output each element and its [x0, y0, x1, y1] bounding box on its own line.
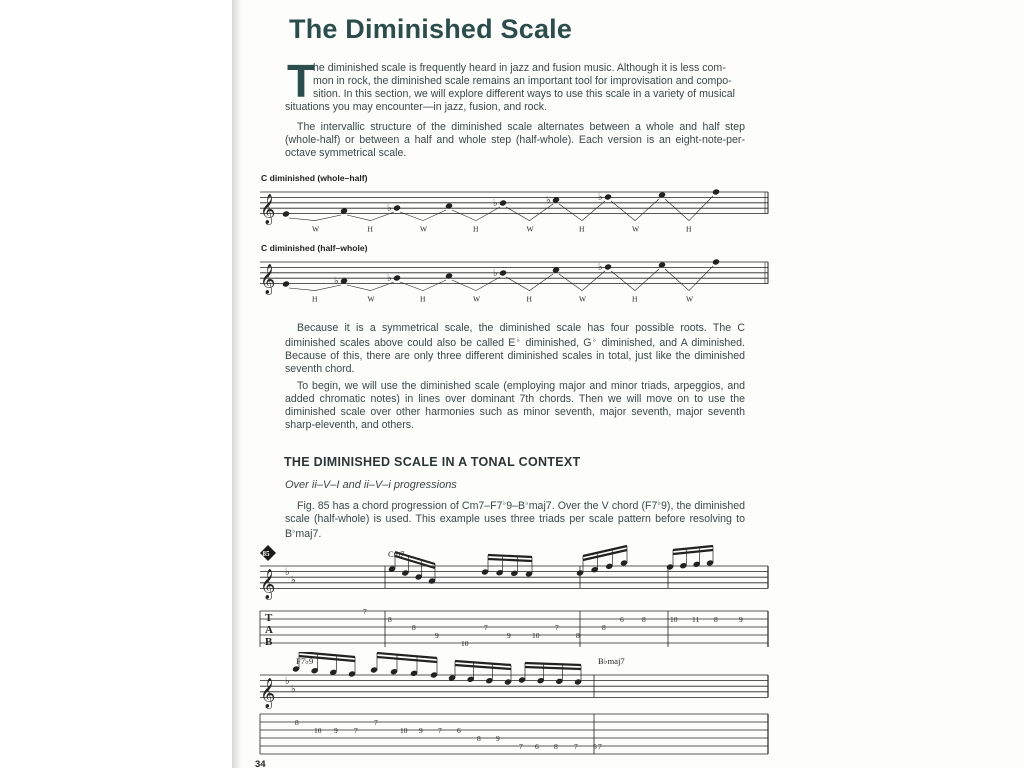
flat-symbol: ♭ [515, 336, 522, 344]
step-label: W [686, 294, 694, 304]
step-label: H [686, 224, 692, 234]
tab-fret-number: 10 [314, 726, 322, 735]
para3-c: diminished, and A diminished. Because of this, there are only three different diminished scales in total, just like the diminished seventh chord. [285, 336, 745, 375]
para5-a: Fig. 85 has a chord progression of Cm7–F7 [297, 500, 503, 512]
step-wedge [611, 269, 659, 291]
flat-icon: ♭ [493, 198, 498, 209]
page-number: 34 [255, 759, 266, 770]
flat-symbol: ♭ [657, 500, 662, 507]
tab-fret-number: 7 [598, 742, 602, 751]
step-label: W [526, 224, 534, 234]
tab-fret-number: 8 [477, 734, 481, 743]
step-label: H [579, 224, 585, 234]
intro-line-4: situations you may encounter—in jazz, fusion, and rock. [285, 101, 548, 113]
step-label: H [420, 294, 426, 304]
tab-fret-number: 8 [388, 615, 392, 624]
step-label: W [579, 294, 587, 304]
step-label: W [632, 224, 640, 234]
flat-icon: ♭ [546, 195, 551, 206]
paragraph-to-begin [285, 380, 745, 432]
figure-85-system-1 [252, 543, 776, 647]
para5-b: 9–B [506, 500, 526, 512]
tab-fret-number: 9 [419, 726, 423, 735]
flat-symbol: ♭ [525, 500, 529, 507]
tab-fret-number: 10 [461, 639, 469, 647]
tab-fret-number: 6 [457, 726, 461, 735]
step-wedge [559, 271, 605, 291]
tab-fret-number: 8 [576, 631, 580, 640]
tab-clef-letter: A [265, 624, 273, 636]
chord-symbol: B♭maj7 [598, 656, 625, 666]
step-label: H [473, 224, 479, 234]
tab-fret-number: 7 [438, 726, 442, 735]
page-title: The Diminished Scale [289, 14, 573, 44]
step-wedge [400, 280, 446, 291]
chord-symbol: Cm7 [388, 549, 405, 559]
tab-fret-number: 7 [519, 742, 523, 751]
flat-icon: ♭ [493, 268, 498, 279]
para5-c: maj7. Over the V chord (F7 [528, 500, 658, 512]
flat-icon: ♭ [598, 262, 603, 273]
step-label: H [367, 224, 373, 234]
flat-icon: ♭ [387, 203, 392, 214]
tab-fret-number: 9 [435, 631, 439, 640]
chord-symbol: F7♭9 [296, 656, 314, 666]
beam [525, 663, 581, 665]
step-wedge [289, 215, 341, 221]
beam [673, 550, 713, 554]
tab-fret-number: 10 [400, 726, 408, 735]
tab-fret-number: 9 [334, 726, 338, 735]
tab-clef-letter: T [265, 612, 273, 624]
tab-fret-number: 9 [496, 734, 500, 743]
para5-d: 9), the diminished scale (half-whole) is used. This example uses three triads per scale pattern before resolving to B [285, 500, 745, 540]
flat-icon: ♭ [387, 273, 392, 284]
figure-number: 85 [262, 550, 270, 558]
para3-a: Because it is a symmetrical scale, the diminished scale has four possible roots. The C diminished scales above could also be called E [285, 322, 745, 349]
tab-fret-number: 8 [642, 615, 646, 624]
treble-clef-icon: 𝄞 [260, 569, 276, 599]
flat-icon: ♭ [334, 276, 339, 287]
key-signature-flat-icon: ♭ [291, 575, 296, 586]
treble-clef-icon: 𝄞 [260, 194, 276, 224]
beam [525, 667, 581, 669]
treble-clef-icon: 𝄞 [260, 264, 276, 294]
note-head [499, 199, 507, 206]
flat-icon: ♭ [598, 192, 603, 203]
beam [488, 555, 532, 557]
flat-symbol: ♭ [502, 500, 507, 507]
tab-fret-number: 11 [692, 615, 700, 624]
tab-fret-number: 10 [670, 615, 678, 624]
beam [673, 546, 713, 550]
section-heading: THE DIMINISHED SCALE IN A TONAL CONTEXT [284, 455, 581, 469]
tab-fret-number: 8 [295, 718, 299, 727]
example1-label: C diminished (whole–half) [261, 173, 368, 183]
note-head [604, 193, 612, 200]
paragraph-to-begin-text: To begin, we will use the diminished scale (employing major and minor triads, arpeggios, and added chromatic notes) in lines over dominant 7th chords. Then we will move on to use the diminished scale over other harmonies such as minor seventh, major seventh, major seventh sharp-eleventh, and others. [285, 380, 745, 431]
para3-b: diminished, G [521, 336, 592, 349]
tab-fret-number: 8 [602, 623, 606, 632]
step-wedge [400, 210, 446, 221]
tab-fret-number: 7 [484, 623, 488, 632]
tab-fret-number: 8 [412, 623, 416, 632]
step-label: W [312, 224, 320, 234]
flat-symbol: ♭ [591, 336, 598, 344]
note-head [712, 188, 720, 195]
tab-fret-number: 9 [507, 631, 511, 640]
tab-fret-number: 9 [739, 615, 743, 624]
key-signature-flat-icon: ♭ [285, 676, 290, 687]
tab-fret-number: 7 [555, 623, 559, 632]
beam [488, 559, 532, 561]
note-head [282, 210, 290, 217]
step-wedge [506, 204, 553, 221]
treble-clef-icon: 𝄞 [260, 678, 276, 708]
tab-fret-number: 7 [354, 726, 358, 735]
paragraph-symmetrical [285, 322, 745, 376]
note-head [393, 274, 401, 281]
tab-fret-number: 6 [620, 615, 624, 624]
beam [455, 665, 511, 669]
page-fold-shadow [232, 0, 242, 768]
subheading: Over ii–V–I and ii–V–i progressions [285, 479, 457, 491]
step-label: H [312, 294, 318, 304]
tab-fret-number: 8 [714, 615, 718, 624]
staff-example2 [256, 256, 776, 306]
tab-fret-number: 10 [532, 631, 540, 640]
tab-fret-number: 7 [374, 718, 378, 727]
note-head [393, 204, 401, 211]
intro-line-3: sition. In this section, we will explore different ways to use this scale in a variety of musical [313, 88, 735, 100]
paragraph-intervallic-structure-text: The intervallic structure of the diminished scale alternates between a whole and half step (whole-half) or between a half and whole step (half-whole). Each version is an eight-note-per-octave symmetrical scale. [285, 121, 745, 159]
note-head [604, 263, 612, 270]
paragraph-intervallic-structure [285, 121, 745, 160]
step-wedge [506, 274, 553, 291]
note-head [282, 280, 290, 287]
note-head [499, 269, 507, 276]
tab-fret-number: 7 [363, 607, 367, 616]
drop-cap: T [287, 55, 316, 107]
key-signature-flat-icon: ♭ [285, 567, 290, 578]
flat-symbol: ♭ [292, 527, 296, 535]
step-label: W [420, 224, 428, 234]
figure-85-system-2 [252, 652, 776, 760]
staff-example1 [256, 186, 776, 236]
step-label: W [367, 294, 375, 304]
step-wedge [559, 201, 605, 221]
paragraph-fig85 [285, 498, 745, 541]
step-label: H [526, 294, 532, 304]
intro-line-1: he diminished scale is frequently heard in jazz and fusion music. Although it is less com- [313, 62, 726, 74]
para5-e: maj7. [295, 527, 322, 540]
intro-line-2: mon in rock, the diminished scale remains an important tool for improvisation and compo- [313, 75, 732, 87]
tab-fret-number: 6 [535, 742, 539, 751]
note-head [712, 258, 720, 265]
beam [455, 661, 511, 665]
tab-fret-number: 7 [574, 742, 578, 751]
step-label: W [473, 294, 481, 304]
example2-label: C diminished (half–whole) [261, 243, 368, 253]
step-wedge [611, 199, 659, 221]
tab-fret-number: 8 [554, 742, 558, 751]
key-signature-flat-icon: ♭ [291, 684, 296, 695]
tab-fret-number: 5 [593, 742, 597, 751]
tab-clef-letter: B [265, 636, 273, 647]
step-label: H [632, 294, 638, 304]
